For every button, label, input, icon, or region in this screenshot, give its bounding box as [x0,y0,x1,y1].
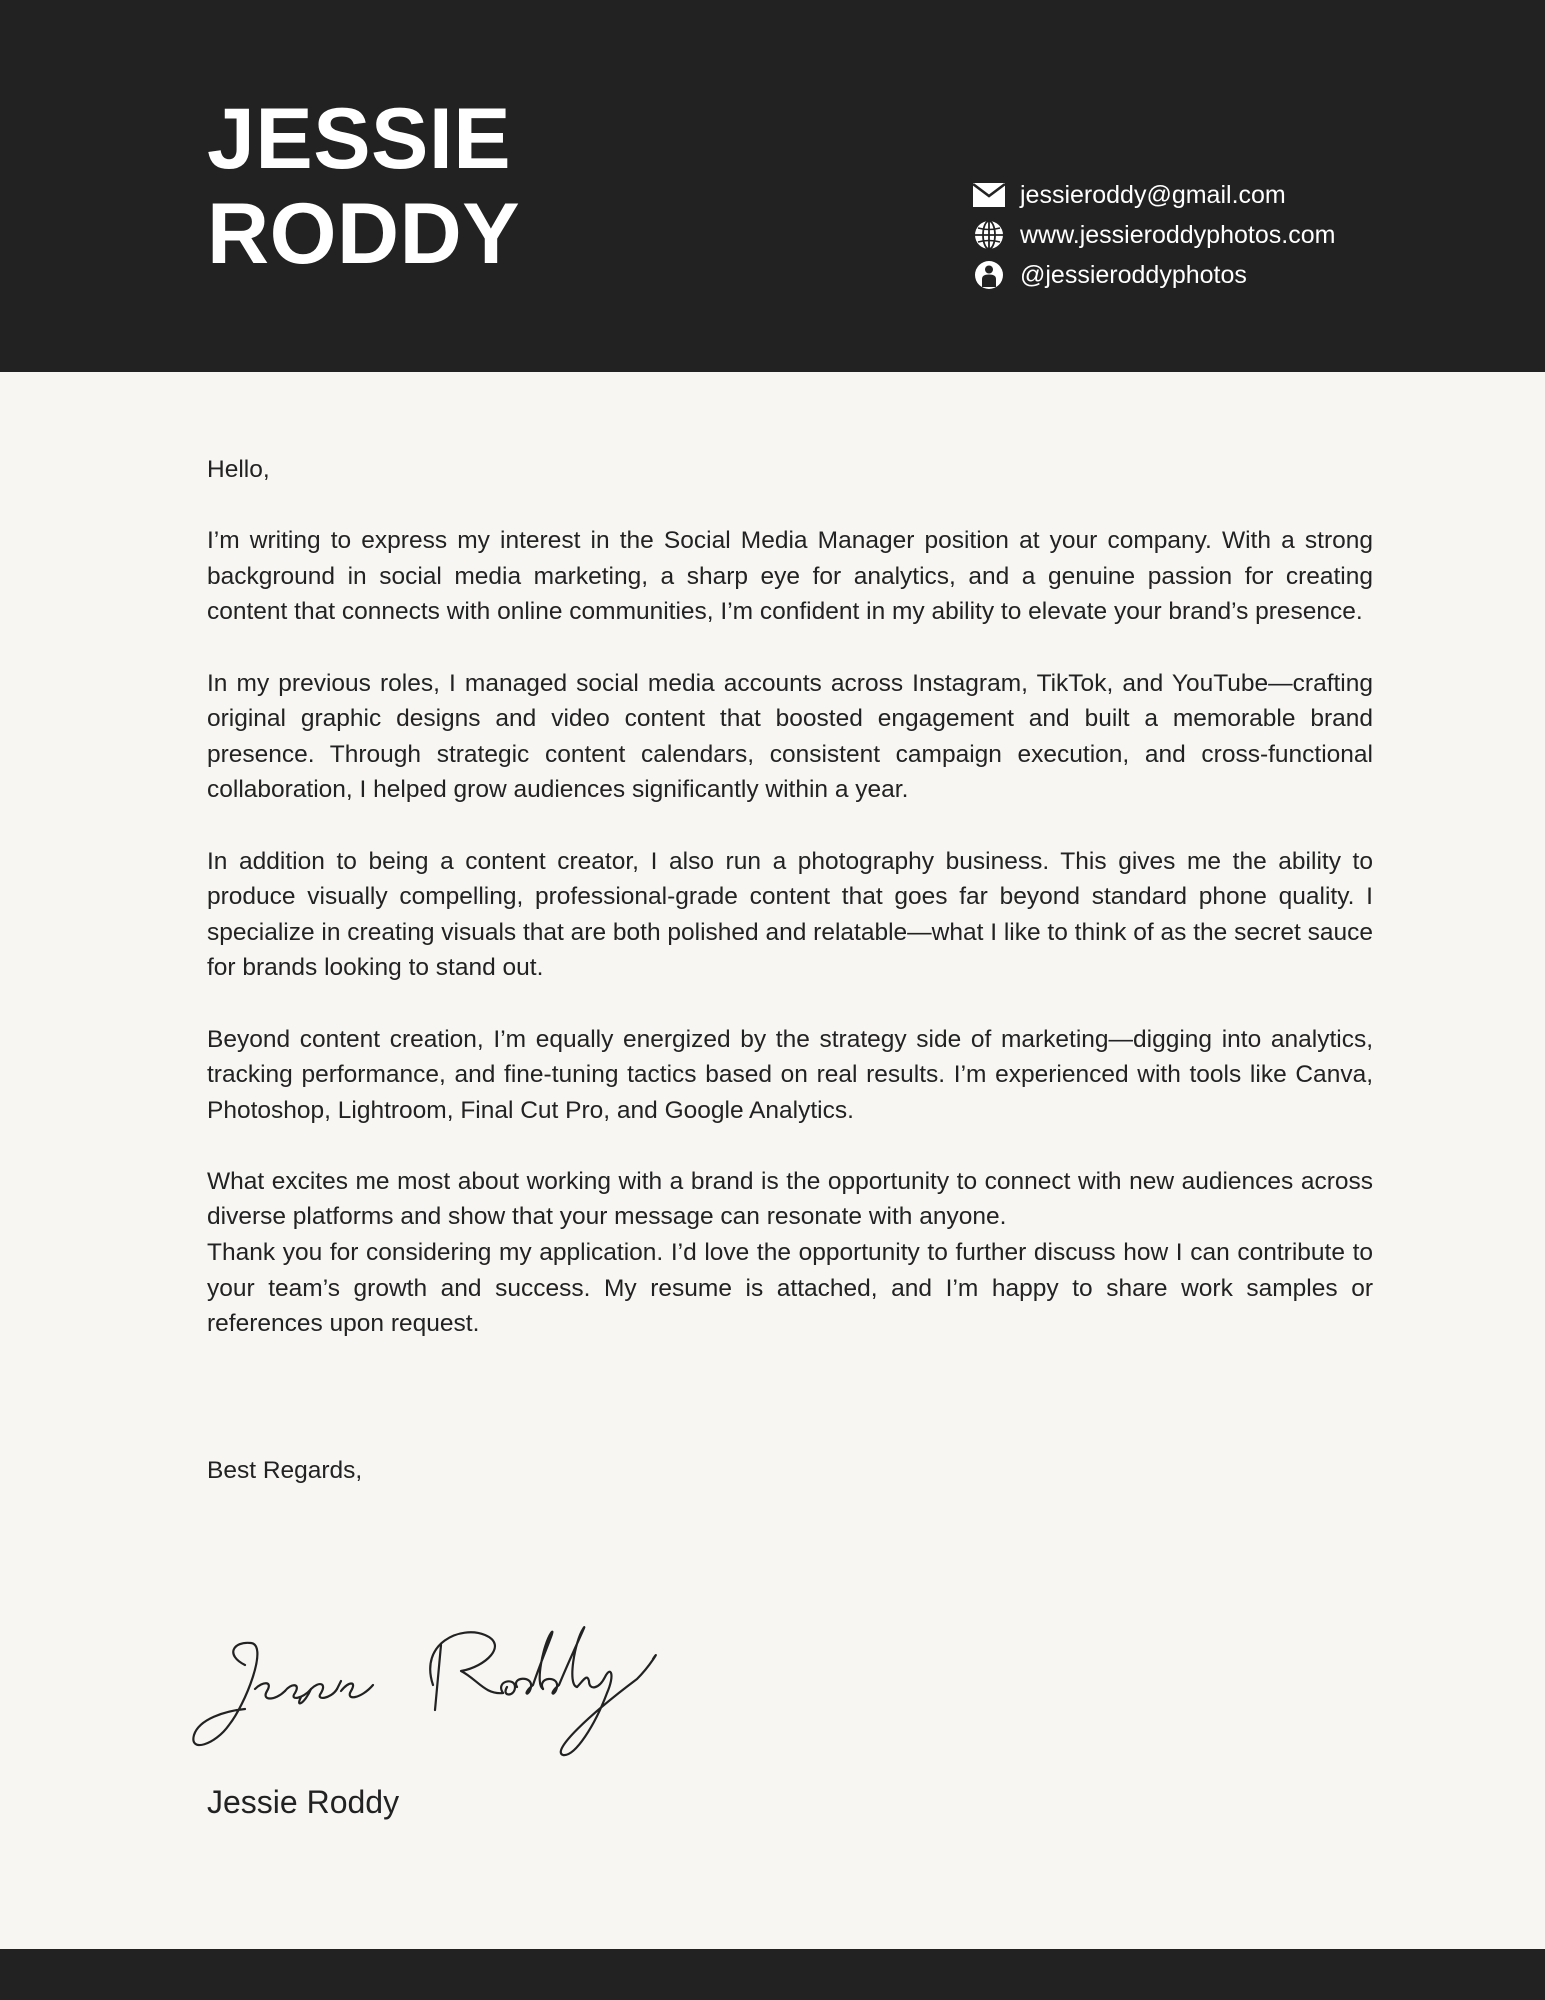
website-text: www.jessieroddyphotos.com [1020,220,1336,249]
contact-social[interactable] [973,255,1453,295]
paragraph-thanks: Thank you for considering my application. I’d love the opportunity to further discuss how I can contribute to your team’s growth and success. My resume is attached, and I’m happy to share work samples or references upon request. [207,1239,1373,1338]
letter-body [207,452,1373,1342]
email-text: jessieroddy@gmail.com [1020,180,1286,209]
paragraph-experience: In my previous roles, I managed social media accounts across Instagram, TikTok, and YouTube—crafting original graphic designs and video content that boosted engagement and built a memorable brand presence. Through strategic content calendars, consistent campaign execution, and cross-functional collaboration, I helped grow audiences significantly within a year. [207,669,1373,804]
globe-icon [973,219,1005,251]
handwritten-signature [185,1585,745,1765]
contact-website[interactable] [973,215,1453,255]
applicant-name [207,92,520,282]
closing-line: Best Regards, [207,1457,363,1484]
person-icon [973,259,1005,291]
paragraph-intro: I’m writing to express my interest in the Social Media Manager position at your company. With a strong background in social media marketing, a sharp eye for analytics, and a genuine passion for creating content that connects with online communities, I’m confident in my ability to elevate your brand’s presence. [207,527,1373,626]
paragraph-photography: In addition to being a content creator, I also run a photography business. This gives me the ability to produce visually compelling, professional-grade content that goes far beyond standard phone quality. I specialize in creating visuals that are both polished and relatable—what I like to think of as the secret sauce for brands looking to stand out. [207,847,1373,982]
paragraph-strategy: Beyond content creation, I’m equally energized by the strategy side of marketing—digging into analytics, tracking performance, and fine-tuning tactics based on real results. I’m experienced with tools like Canva, Photoshop, Lightroom, Final Cut Pro, and Google Analytics. [207,1025,1373,1124]
signed-name: Jessie Roddy [207,1784,400,1820]
contact-email[interactable] [973,175,1453,215]
footer-bar [0,1949,1545,2000]
mail-icon [973,179,1005,211]
header-banner [0,0,1545,372]
contact-list [973,175,1453,295]
paragraph-motivation: What excites me most about working with a brand is the opportunity to connect with new audiences across diverse platforms and show that your message can resonate with anyone. [207,1167,1373,1231]
name-last: RODDY [207,186,521,282]
greeting: Hello, [207,456,270,483]
name-first: JESSIE [207,91,512,187]
social-handle-text: @jessieroddyphotos [1020,260,1247,289]
